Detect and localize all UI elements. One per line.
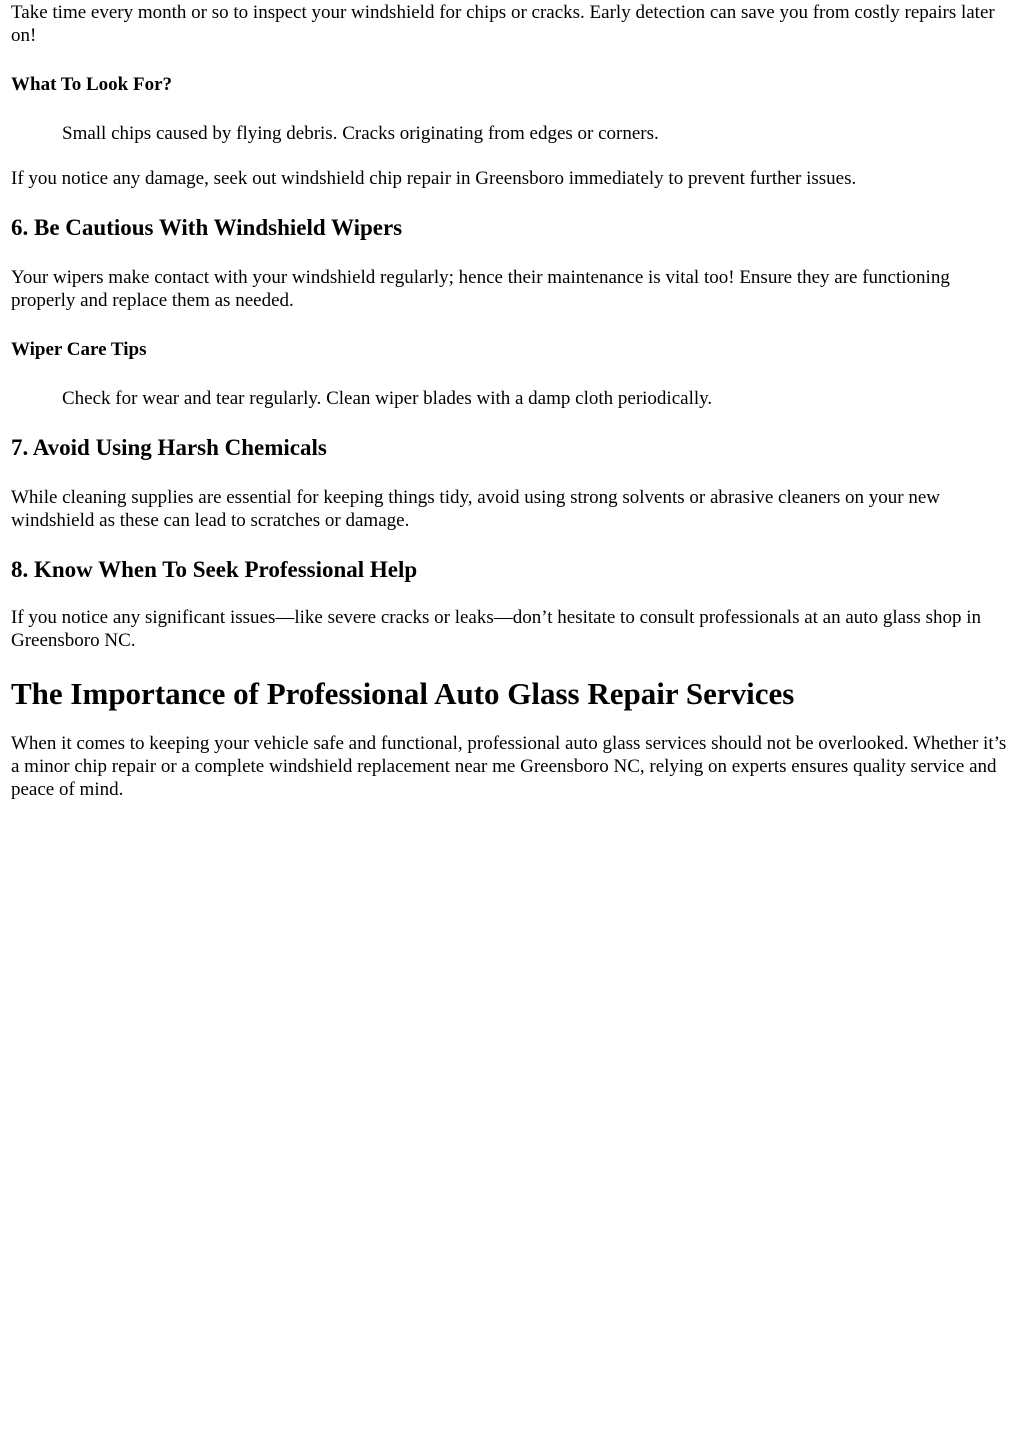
list-item-wiper-tips: Check for wear and tear regularly. Clean wiper blades with a damp cloth periodically. [62,388,713,409]
paragraph-professional-help: If you notice any significant issues—like severe cracks or leaks—don’t hesitate to consult professionals at an auto glass shop in Greensboro NC. [11,607,982,651]
heading-professional-help: 8. Know When To Seek Professional Help [11,557,418,582]
heading-importance: The Importance of Professional Auto Glass Repair Services [11,676,795,711]
heading-what-to-look-for: What To Look For? [11,74,173,95]
heading-chemicals: 7. Avoid Using Harsh Chemicals [11,435,327,460]
paragraph-chemicals: While cleaning supplies are essential for keeping things tidy, avoid using strong solvents or abrasive cleaners on your new windshield as these can lead to scratches or damage. [11,487,941,531]
heading-wiper-care-tips: Wiper Care Tips [11,339,147,360]
paragraph-wipers: Your wipers make contact with your windshield regularly; hence their maintenance is vital too! Ensure they are functioning properly and replace them as needed. [11,267,950,311]
list-item-chips: Small chips caused by flying debris. Cracks originating from edges or corners. [62,123,659,144]
heading-wipers: 6. Be Cautious With Windshield Wipers [11,215,403,240]
paragraph-inspect: Take time every month or so to inspect your windshield for chips or cracks. Early detection can save you from costly repairs later on! [11,2,995,46]
paragraph-importance: When it comes to keeping your vehicle safe and functional, professional auto glass services should not be overlooked. Whether it’s a minor chip repair or a complete windshield replacement near me Greensboro NC, relying on experts ensures quality service and peace of mind. [11,733,1007,800]
paragraph-notice-damage: If you notice any damage, seek out windshield chip repair in Greensboro immediately to prevent further issues. [11,168,857,189]
